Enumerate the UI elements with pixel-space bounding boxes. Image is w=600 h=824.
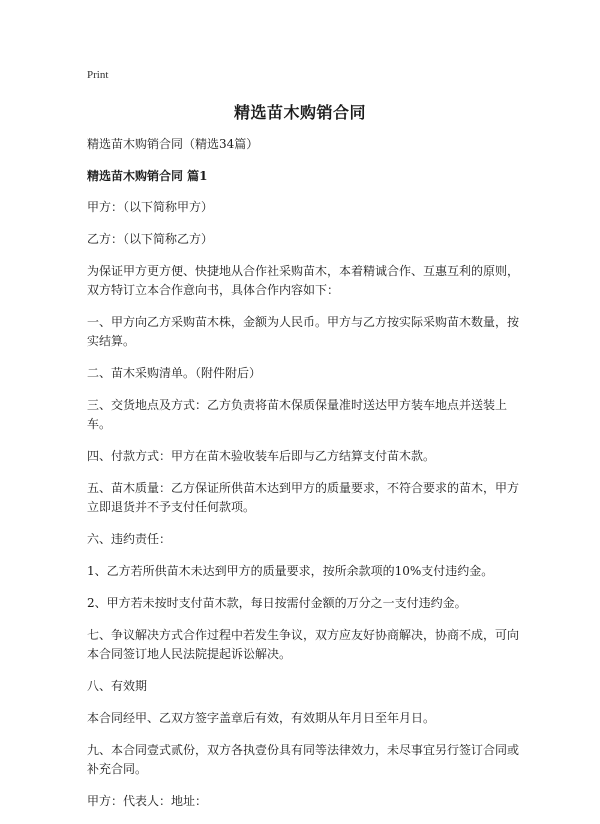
document-body bbox=[87, 135, 521, 824]
subtitle-paragraph: 精选苗木购销合同（精选34篇） bbox=[87, 137, 259, 151]
clause-paragraph: 二、苗木采购清单。（附件附后） bbox=[87, 366, 262, 380]
clause-paragraph: 三、交货地点及方式：乙方负责将苗木保质保量准时送达甲方装车地点并送装上车。 bbox=[87, 398, 508, 431]
clause-paragraph: 七、争议解决方式合作过程中若发生争议，双方应友好协商解决，协商不成，可向本合同签订地人民法院提起诉讼解决。 bbox=[87, 628, 520, 661]
clause-item: 2、甲方若未按时支付苗木款，每日按需付金额的万分之一支付违约金。 bbox=[87, 596, 467, 610]
clause-item: 1、乙方若所供苗木未达到甲方的质量要求，按所余款项的10%支付违约金。 bbox=[87, 564, 494, 578]
signature-line: 甲方：代表人：地址： bbox=[87, 794, 208, 808]
clause-paragraph: 六、违约责任： bbox=[87, 532, 172, 546]
clause-paragraph: 八、有效期 bbox=[87, 679, 148, 693]
clause-paragraph: 四、付款方式：甲方在苗木验收装车后即与乙方结算支付苗木款。 bbox=[87, 449, 436, 463]
party-b-line: 乙方：（以下简称乙方） bbox=[87, 232, 214, 246]
preamble-paragraph: 为保证甲方更方便、快捷地从合作社采购苗木，本着精诚合作、互惠互利的原则，双方特订立本合作意向书，具体合作内容如下： bbox=[87, 264, 520, 297]
clause-paragraph: 一、甲方向乙方采购苗木株，金额为人民币。甲方与乙方按实际采购苗木数量，按实结算。 bbox=[87, 315, 520, 348]
party-a-line: 甲方：（以下简称甲方） bbox=[87, 200, 214, 214]
clause-paragraph: 本合同经甲、乙双方签字盖章后有效，有效期从年月日至年月日。 bbox=[87, 711, 436, 725]
print-label: Print bbox=[87, 69, 109, 81]
document-title: 精选苗木购销合同 bbox=[233, 103, 366, 122]
clause-paragraph: 五、苗木质量：乙方保证所供苗木达到甲方的质量要求，不符合要求的苗木，甲方立即退货并不予支付任何款项。 bbox=[87, 481, 520, 514]
clause-paragraph: 九、本合同壹式贰份，双方各执壹份具有同等法律效力，未尽事宜另行签订合同或补充合同。 bbox=[87, 743, 520, 776]
section-heading: 精选苗木购销合同 篇1 bbox=[87, 169, 208, 183]
